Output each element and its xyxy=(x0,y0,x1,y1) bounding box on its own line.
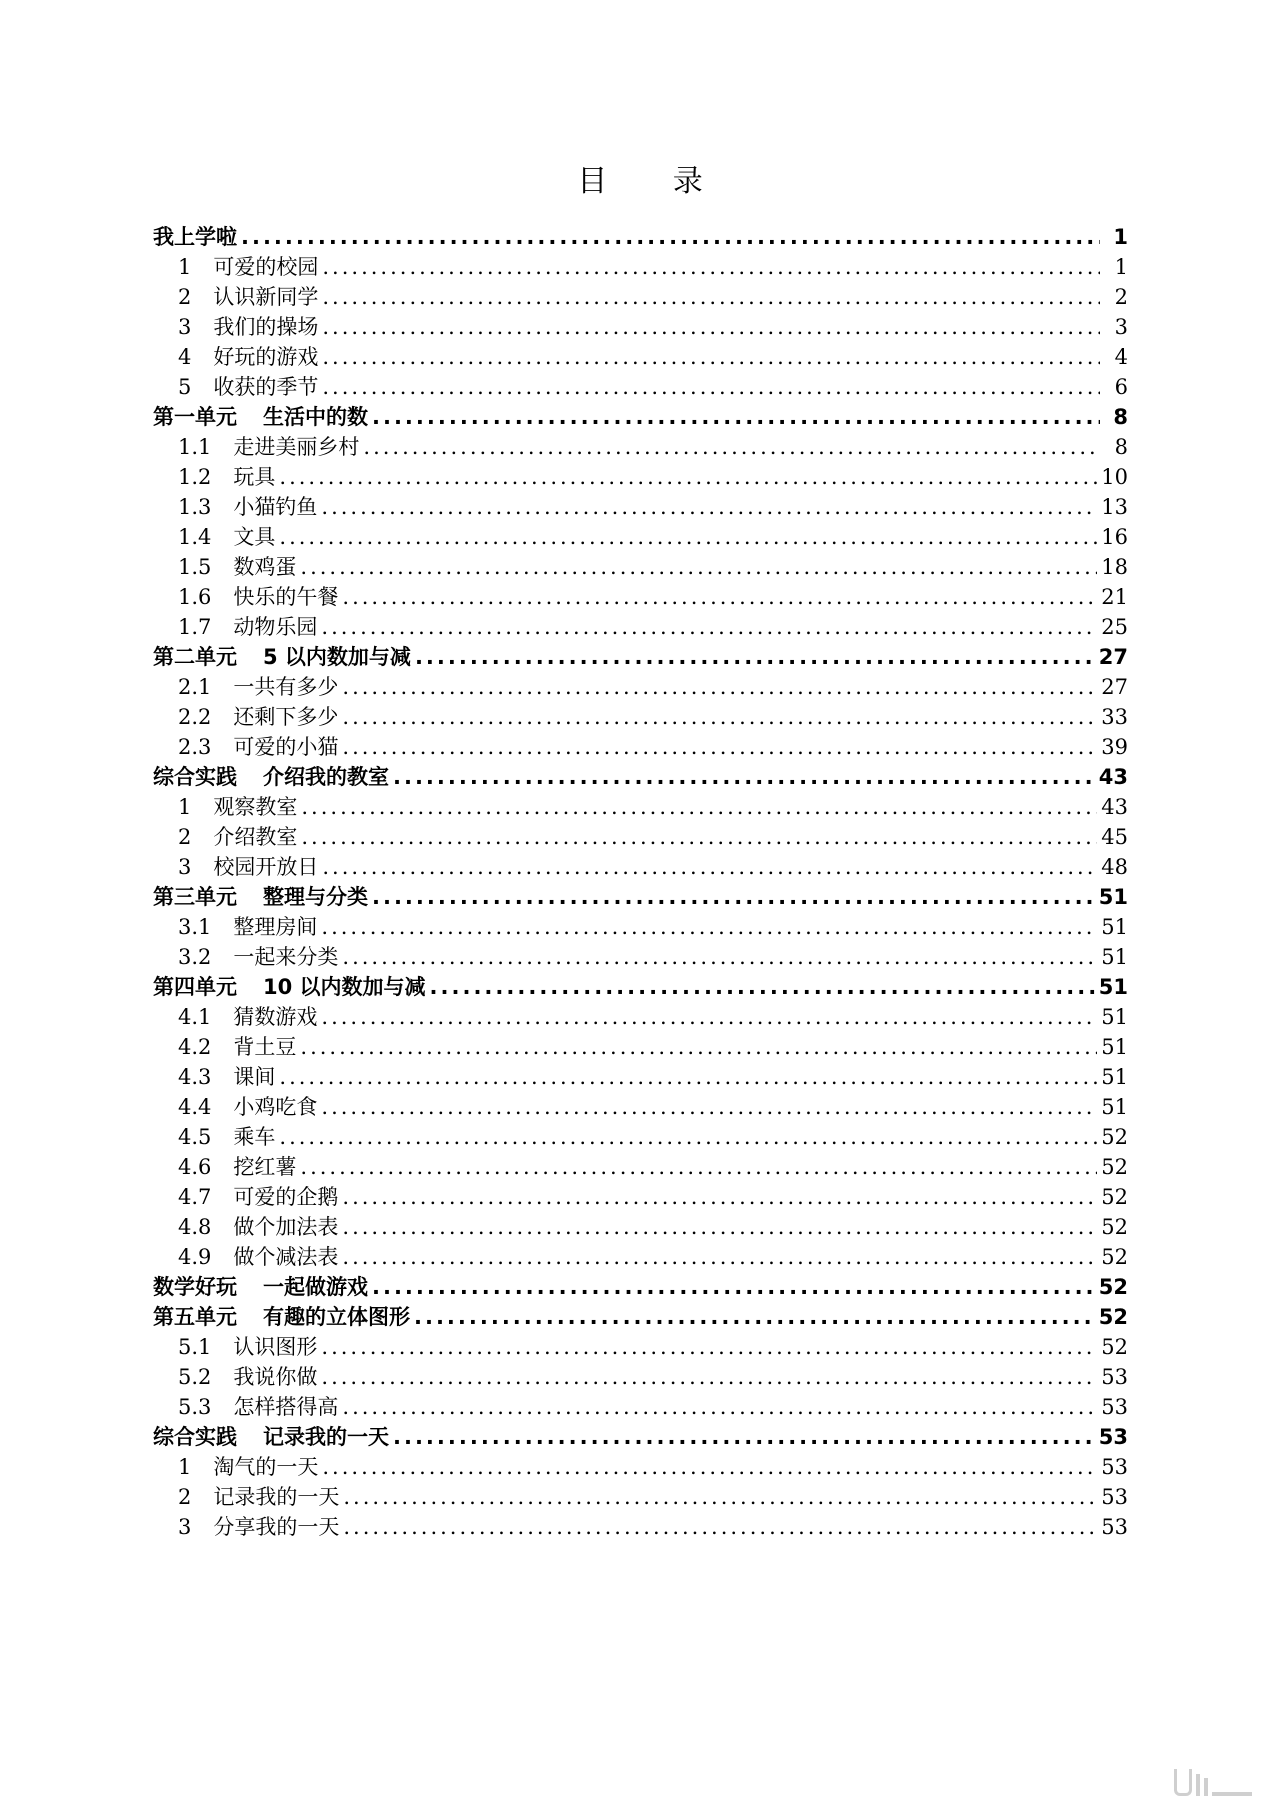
toc-entry-label xyxy=(153,822,297,852)
toc-entry-number: 4.2 xyxy=(178,1035,212,1059)
toc-entry-number: 1 xyxy=(178,255,192,279)
toc-entry-text: 校园开放日 xyxy=(213,855,319,879)
toc-page-number: 27 xyxy=(1098,645,1128,669)
toc-entry-label xyxy=(153,492,317,522)
toc-chapter-entry[interactable] xyxy=(153,762,1128,792)
watermark-logo xyxy=(1174,1770,1252,1796)
toc-dot-leader xyxy=(321,612,1097,642)
toc-entry-label xyxy=(153,1182,338,1212)
toc-entry-text: 怎样搭得高 xyxy=(233,1395,339,1419)
toc-page-number: 10 xyxy=(1101,465,1128,489)
toc-section-entry[interactable] xyxy=(153,1242,1128,1272)
toc-page-number: 53 xyxy=(1098,1425,1128,1449)
toc-page-number: 51 xyxy=(1101,1005,1128,1029)
toc-entry-text: 快乐的午餐 xyxy=(233,585,339,609)
toc-entry-label xyxy=(153,1422,389,1452)
toc-entry-label xyxy=(153,852,318,882)
toc-entry-label xyxy=(153,1152,296,1182)
toc-page-number: 45 xyxy=(1101,825,1128,849)
toc-page-number: 13 xyxy=(1101,495,1128,519)
toc-section-entry[interactable] xyxy=(153,582,1128,612)
toc-page-number: 51 xyxy=(1101,1095,1128,1119)
toc-entry-text: 我说你做 xyxy=(233,1365,318,1389)
toc-entry-text: 挖红薯 xyxy=(233,1155,297,1179)
toc-section-entry[interactable] xyxy=(153,852,1128,882)
toc-section-entry[interactable] xyxy=(153,942,1128,972)
toc-entry-text: 做个减法表 xyxy=(233,1245,339,1269)
toc-section-entry[interactable] xyxy=(153,462,1128,492)
toc-entry-text: 小猫钓鱼 xyxy=(233,495,318,519)
toc-entry-text: 动物乐园 xyxy=(233,615,318,639)
toc-entry-text: 背土豆 xyxy=(233,1035,297,1059)
toc-entry-number: 2.1 xyxy=(178,675,212,699)
toc-page-number: 16 xyxy=(1101,525,1128,549)
toc-entry-text: 认识新同学 xyxy=(213,285,319,309)
toc-section-entry[interactable] xyxy=(153,282,1128,312)
toc-entry-text: 淘气的一天 xyxy=(213,1455,319,1479)
toc-entry-number: 4.5 xyxy=(178,1125,212,1149)
toc-entry-label xyxy=(153,1392,338,1422)
toc-dot-leader xyxy=(430,972,1095,1002)
toc-entry-number: 2.3 xyxy=(178,735,212,759)
toc-entry-number: 第五单元 xyxy=(153,1305,237,1329)
toc-section-entry[interactable] xyxy=(153,1212,1128,1242)
toc-page-number: 1 xyxy=(1113,225,1128,249)
toc-dot-leader xyxy=(343,1512,1097,1542)
toc-entry-label xyxy=(153,972,426,1002)
toc-dot-leader xyxy=(322,252,1100,282)
toc-page-number: 6 xyxy=(1114,375,1128,399)
toc-page-number: 51 xyxy=(1098,885,1128,909)
toc-entry-text: 可爱的企鹅 xyxy=(233,1185,339,1209)
toc-entry-number: 3 xyxy=(178,315,192,339)
toc-entry-number: 4.3 xyxy=(178,1065,212,1089)
toc-page-number: 51 xyxy=(1098,975,1128,999)
toc-dot-leader xyxy=(321,1092,1097,1122)
toc-entry-text: 认识图形 xyxy=(233,1335,318,1359)
toc-page-number: 4 xyxy=(1114,345,1128,369)
toc-page-number: 51 xyxy=(1101,1035,1128,1059)
toc-dot-leader xyxy=(322,342,1100,372)
toc-entry-number: 5 xyxy=(178,375,192,399)
toc-section-entry[interactable] xyxy=(153,822,1128,852)
toc-page-number: 52 xyxy=(1098,1275,1128,1299)
toc-dot-leader xyxy=(241,222,1100,252)
toc-entry-label xyxy=(153,432,359,462)
toc-entry-label xyxy=(153,612,317,642)
toc-entry-label xyxy=(153,762,389,792)
toc-section-entry[interactable] xyxy=(153,342,1128,372)
toc-entry-number: 5.3 xyxy=(178,1395,212,1419)
toc-dot-leader xyxy=(342,582,1097,612)
toc-entry-text: 还剩下多少 xyxy=(233,705,339,729)
toc-entry-text: 收获的季节 xyxy=(213,375,319,399)
toc-dot-leader xyxy=(322,1452,1097,1482)
toc-entry-text: 可爱的小猫 xyxy=(233,735,339,759)
toc-entry-label xyxy=(153,342,318,372)
toc-entry-number: 1.1 xyxy=(178,435,212,459)
toc-entry-number: 第三单元 xyxy=(153,885,237,909)
toc-entry-number: 4.1 xyxy=(178,1005,212,1029)
toc-page-number: 52 xyxy=(1101,1245,1128,1269)
toc-entry-label xyxy=(153,552,296,582)
toc-section-entry[interactable] xyxy=(153,1182,1128,1212)
toc-entry-number: 1.4 xyxy=(178,525,212,549)
toc-chapter-entry[interactable] xyxy=(153,882,1128,912)
toc-entry-number: 4.8 xyxy=(178,1215,212,1239)
toc-dot-leader xyxy=(300,1152,1097,1182)
toc-entry-number: 4.4 xyxy=(178,1095,212,1119)
toc-chapter-entry[interactable] xyxy=(153,642,1128,672)
toc-section-entry[interactable] xyxy=(153,522,1128,552)
toc-entry-text: 一共有多少 xyxy=(233,675,339,699)
toc-section-entry[interactable] xyxy=(153,312,1128,342)
toc-entry-label xyxy=(153,792,297,822)
toc-section-entry[interactable] xyxy=(153,1452,1128,1482)
toc-entry-label xyxy=(153,1302,410,1332)
toc-entry-label xyxy=(153,1032,296,1062)
toc-entry-label xyxy=(153,1452,318,1482)
toc-entry-number: 1 xyxy=(178,1455,192,1479)
toc-dot-leader xyxy=(415,642,1095,672)
toc-page-number: 1 xyxy=(1114,255,1128,279)
toc-dot-leader xyxy=(342,942,1097,972)
toc-page-number: 51 xyxy=(1101,915,1128,939)
toc-dot-leader xyxy=(393,1422,1095,1452)
toc-section-entry[interactable] xyxy=(153,1332,1128,1362)
toc-chapter-entry[interactable] xyxy=(153,222,1128,252)
toc-entry-number: 3.1 xyxy=(178,915,212,939)
toc-dot-leader xyxy=(321,1332,1097,1362)
toc-dot-leader xyxy=(321,492,1097,522)
toc-dot-leader xyxy=(342,1392,1097,1422)
toc-entry-label xyxy=(153,642,411,672)
toc-entry-text: 一起来分类 xyxy=(233,945,339,969)
toc-entry-label xyxy=(153,912,317,942)
toc-dot-leader xyxy=(322,852,1097,882)
toc-dot-leader xyxy=(279,1122,1097,1152)
toc-entry-number: 2 xyxy=(178,285,192,309)
toc-page-number: 53 xyxy=(1101,1395,1128,1419)
toc-entry-number: 3 xyxy=(178,1515,192,1539)
toc-page-number: 33 xyxy=(1101,705,1128,729)
toc-dot-leader xyxy=(300,552,1097,582)
toc-entry-text: 整理与分类 xyxy=(263,885,368,909)
toc-section-entry[interactable] xyxy=(153,792,1128,822)
toc-dot-leader xyxy=(321,1362,1097,1392)
toc-entry-number: 2 xyxy=(178,825,192,849)
toc-entry-label xyxy=(153,672,338,702)
toc-page-number: 53 xyxy=(1101,1515,1128,1539)
toc-entry-text: 有趣的立体图形 xyxy=(263,1305,410,1329)
toc-entry-label xyxy=(153,1272,368,1302)
toc-entry-number: 4.7 xyxy=(178,1185,212,1209)
toc-section-entry[interactable] xyxy=(153,1152,1128,1182)
toc-page-number: 3 xyxy=(1114,315,1128,339)
toc-entry-label xyxy=(153,1002,317,1032)
toc-dot-leader xyxy=(279,522,1097,552)
toc-section-entry[interactable] xyxy=(153,912,1128,942)
toc-entry-label xyxy=(153,402,368,432)
toc-page-number: 52 xyxy=(1101,1215,1128,1239)
toc-page-number: 52 xyxy=(1101,1185,1128,1209)
toc-entry-label xyxy=(153,252,318,282)
toc-entry-text: 分享我的一天 xyxy=(213,1515,340,1539)
toc-entry-number: 3 xyxy=(178,855,192,879)
toc-page-number: 8 xyxy=(1114,435,1128,459)
toc-dot-leader xyxy=(301,822,1097,852)
toc-dot-leader xyxy=(300,1032,1097,1062)
toc-entry-number: 数学好玩 xyxy=(153,1275,237,1299)
toc-entry-label xyxy=(153,1482,339,1512)
toc-dot-leader xyxy=(414,1302,1095,1332)
toc-entry-label xyxy=(153,522,275,552)
toc-page-number: 18 xyxy=(1101,555,1128,579)
toc-entry-number: 4 xyxy=(178,345,192,369)
toc-dot-leader xyxy=(301,792,1097,822)
toc-entry-label xyxy=(153,1212,338,1242)
toc-entry-number: 综合实践 xyxy=(153,765,237,789)
toc-entry-text: 课间 xyxy=(233,1065,276,1089)
toc-entry-label xyxy=(153,1512,339,1542)
toc-entry-label xyxy=(153,282,318,312)
toc-entry-label xyxy=(153,312,318,342)
toc-entry-number: 1.5 xyxy=(178,555,212,579)
toc-page-number: 27 xyxy=(1101,675,1128,699)
toc-entry-label xyxy=(153,1332,317,1362)
toc-entry-number: 5.2 xyxy=(178,1365,212,1389)
toc-section-entry[interactable] xyxy=(153,492,1128,522)
toc-entry-text: 玩具 xyxy=(233,465,276,489)
toc-entry-text: 乘车 xyxy=(233,1125,276,1149)
toc-dot-leader xyxy=(321,912,1097,942)
toc-entry-number: 2.2 xyxy=(178,705,212,729)
toc-section-entry[interactable] xyxy=(153,1062,1128,1092)
toc-entry-text: 5 以内数加与减 xyxy=(263,645,411,669)
toc-chapter-entry[interactable] xyxy=(153,402,1128,432)
toc-dot-leader xyxy=(363,432,1100,462)
toc-entry-label xyxy=(153,882,368,912)
toc-dot-leader xyxy=(343,1482,1097,1512)
toc-section-entry[interactable] xyxy=(153,1482,1128,1512)
toc-section-entry[interactable] xyxy=(153,552,1128,582)
toc-entry-number: 第一单元 xyxy=(153,405,237,429)
toc-entry-text: 观察教室 xyxy=(213,795,298,819)
toc-dot-leader xyxy=(322,312,1100,342)
toc-page-number: 48 xyxy=(1101,855,1128,879)
toc-entry-number: 1.7 xyxy=(178,615,212,639)
toc-section-entry[interactable] xyxy=(153,1392,1128,1422)
toc-page-number: 43 xyxy=(1098,765,1128,789)
toc-section-entry[interactable] xyxy=(153,252,1128,282)
toc-page-number: 51 xyxy=(1101,945,1128,969)
toc-entry-number: 4.9 xyxy=(178,1245,212,1269)
toc-section-entry[interactable] xyxy=(153,1092,1128,1122)
toc-entry-text: 走进美丽乡村 xyxy=(233,435,360,459)
toc-entry-text: 10 以内数加与减 xyxy=(263,975,426,999)
toc-dot-leader xyxy=(342,1182,1097,1212)
toc-section-entry[interactable] xyxy=(153,612,1128,642)
toc-page-number: 53 xyxy=(1101,1485,1128,1509)
toc-entry-number: 综合实践 xyxy=(153,1425,237,1449)
toc-page-number: 8 xyxy=(1113,405,1128,429)
toc-page-number: 21 xyxy=(1101,585,1128,609)
toc-page-number: 39 xyxy=(1101,735,1128,759)
toc-entry-label xyxy=(153,1122,275,1152)
page-title: 目 录 xyxy=(577,164,731,199)
toc-dot-leader xyxy=(322,282,1100,312)
toc-entry-label xyxy=(153,222,237,252)
toc-dot-leader xyxy=(342,1242,1097,1272)
toc-section-entry[interactable] xyxy=(153,1122,1128,1152)
toc-section-entry[interactable] xyxy=(153,432,1128,462)
toc-entry-text: 介绍我的教室 xyxy=(263,765,389,789)
toc-entry-text: 数鸡蛋 xyxy=(233,555,297,579)
toc-page-number: 43 xyxy=(1101,795,1128,819)
toc-entry-text: 做个加法表 xyxy=(233,1215,339,1239)
toc-entry-label xyxy=(153,732,338,762)
toc-dot-leader xyxy=(342,732,1097,762)
toc-dot-leader xyxy=(279,462,1097,492)
toc-entry-number: 1 xyxy=(178,795,192,819)
toc-page-number: 52 xyxy=(1101,1335,1128,1359)
toc-entry-number: 1.2 xyxy=(178,465,212,489)
toc-entry-text: 可爱的校园 xyxy=(213,255,319,279)
toc-section-entry[interactable] xyxy=(153,1002,1128,1032)
toc-entry-number: 1.6 xyxy=(178,585,212,609)
toc-chapter-entry[interactable] xyxy=(153,972,1128,1002)
toc-section-entry[interactable] xyxy=(153,732,1128,762)
toc-chapter-entry[interactable] xyxy=(153,1422,1128,1452)
toc-entry-text: 我上学啦 xyxy=(153,225,237,249)
toc-entry-label xyxy=(153,1062,275,1092)
toc-entry-number: 2 xyxy=(178,1485,192,1509)
toc-chapter-entry[interactable] xyxy=(153,1302,1128,1332)
toc-entry-text: 生活中的数 xyxy=(263,405,368,429)
toc-page-number: 53 xyxy=(1101,1365,1128,1389)
toc-dot-leader xyxy=(321,1002,1097,1032)
toc-dot-leader xyxy=(342,1212,1097,1242)
toc-page-number: 51 xyxy=(1101,1065,1128,1089)
toc-page-number: 52 xyxy=(1101,1155,1128,1179)
toc-dot-leader xyxy=(372,1272,1095,1302)
toc-page-number: 25 xyxy=(1101,615,1128,639)
toc-entry-label xyxy=(153,1092,317,1122)
toc-entry-text: 猜数游戏 xyxy=(233,1005,318,1029)
toc-entry-text: 记录我的一天 xyxy=(263,1425,389,1449)
toc-page-number: 53 xyxy=(1101,1455,1128,1479)
toc-page-number: 52 xyxy=(1101,1125,1128,1149)
toc-section-entry[interactable] xyxy=(153,1512,1128,1542)
toc-chapter-entry[interactable] xyxy=(153,1272,1128,1302)
toc-entry-number: 1.3 xyxy=(178,495,212,519)
toc-entry-number: 4.6 xyxy=(178,1155,212,1179)
toc-entry-label xyxy=(153,462,275,492)
toc-entry-text: 整理房间 xyxy=(233,915,318,939)
toc-entry-text: 小鸡吃食 xyxy=(233,1095,318,1119)
toc-entry-label xyxy=(153,582,338,612)
toc-section-entry[interactable] xyxy=(153,702,1128,732)
toc-dot-leader xyxy=(372,882,1095,912)
toc-entry-text: 好玩的游戏 xyxy=(213,345,319,369)
toc-page-number: 52 xyxy=(1098,1305,1128,1329)
toc-dot-leader xyxy=(372,402,1100,432)
toc-entry-text: 文具 xyxy=(233,525,276,549)
toc-entry-text: 介绍教室 xyxy=(213,825,298,849)
toc-section-entry[interactable] xyxy=(153,372,1128,402)
table-of-contents xyxy=(153,222,1128,1542)
toc-dot-leader xyxy=(393,762,1095,792)
toc-entry-number: 第二单元 xyxy=(153,645,237,669)
toc-entry-label xyxy=(153,372,318,402)
toc-entry-text: 我们的操场 xyxy=(213,315,319,339)
toc-entry-number: 3.2 xyxy=(178,945,212,969)
toc-section-entry[interactable] xyxy=(153,1362,1128,1392)
toc-entry-number: 5.1 xyxy=(178,1335,212,1359)
toc-dot-leader xyxy=(342,672,1097,702)
toc-section-entry[interactable] xyxy=(153,672,1128,702)
toc-dot-leader xyxy=(322,372,1100,402)
toc-entry-label xyxy=(153,942,338,972)
toc-dot-leader xyxy=(342,702,1097,732)
toc-entry-label xyxy=(153,702,338,732)
toc-section-entry[interactable] xyxy=(153,1032,1128,1062)
toc-entry-label xyxy=(153,1362,317,1392)
toc-entry-label xyxy=(153,1242,338,1272)
toc-entry-number: 第四单元 xyxy=(153,975,237,999)
toc-entry-text: 一起做游戏 xyxy=(263,1275,368,1299)
toc-page-number: 2 xyxy=(1114,285,1128,309)
toc-dot-leader xyxy=(279,1062,1097,1092)
toc-entry-text: 记录我的一天 xyxy=(213,1485,340,1509)
